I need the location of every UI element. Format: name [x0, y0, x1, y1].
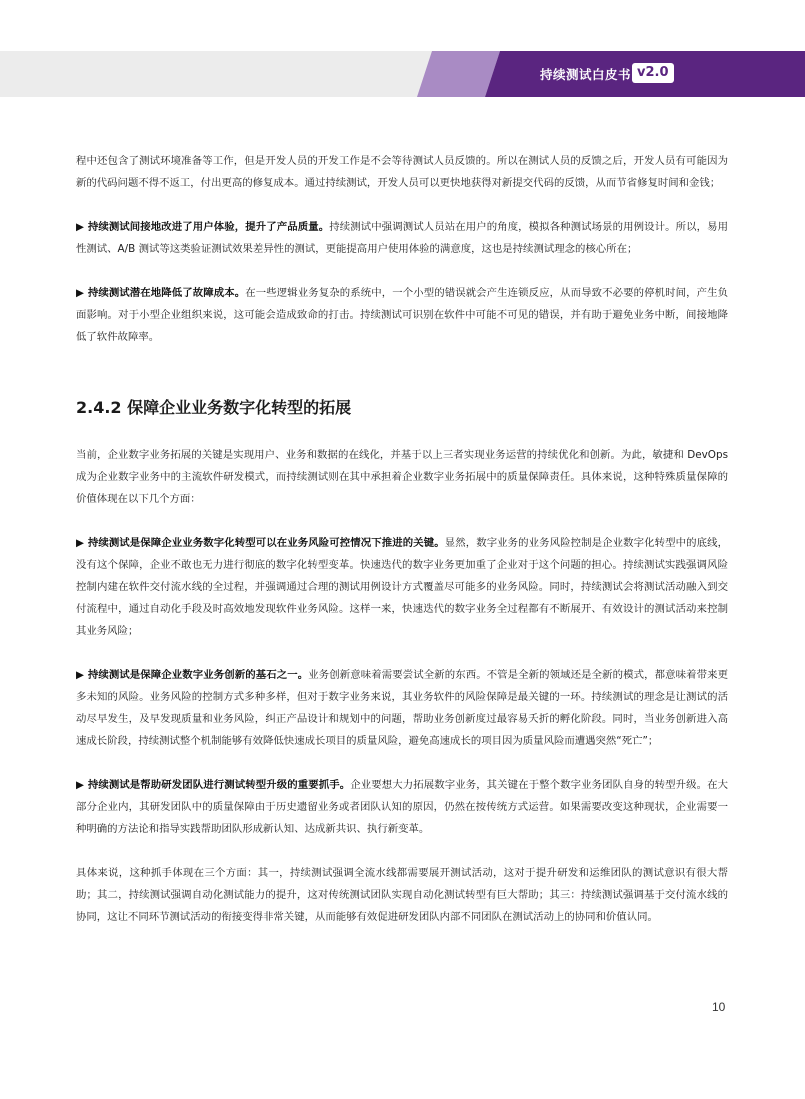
page-header — [0, 51, 805, 97]
paragraph-lead: ▶ 持续测试是保障企业数字业务创新的基石之一。 — [76, 669, 309, 681]
page-number: 10 — [712, 1000, 726, 1014]
paragraph-top-1 — [76, 216, 728, 260]
document-title: 持续测试白皮书 — [540, 67, 632, 82]
paragraph-body: 具体来说，这种抓手体现在三个方面：其一，持续测试强调全流水线都需要展开测试活动，这对于提升研发和运维团队的测试意识有很大帮助；其二，持续测试强调自动化测试能力的提升，这对传统测试团队实现自动化测试转型有巨大帮助；其三：持续测试强调基于交付流水线的协同，这让不同环节测试活动的衔接变得非常关键，从而能够有效促进研发团队内部不同团队在测试活动上的协同和价值认同。 — [76, 867, 728, 923]
section-paragraph-1 — [76, 532, 728, 642]
paragraph-top-0 — [76, 150, 728, 194]
paragraph-lead: ▶ 持续测试是帮助研发团队进行测试转型升级的重要抓手。 — [76, 779, 351, 791]
paragraph-lead: ▶ 持续测试间接地改进了用户体验，提升了产品质量。 — [76, 221, 330, 233]
paragraph-lead: ▶ 持续测试潜在地降低了故障成本。 — [76, 287, 246, 299]
paragraph-body: 当前，企业数字业务拓展的关键是实现用户、业务和数据的在线化，并基于以上三者实现业务运营的持续优化和创新。为此，敏捷和 DevOps 成为企业数字业务中的主流软件研发模式，而持续测试则在其中承担着企业数字业务拓展中的质量保障责任。具体来说，这种特殊质量保障的价值体现在以下几个方面： — [76, 449, 728, 505]
paragraph-body: 在一些逻辑业务复杂的系统中，一个小型的错误就会产生连锁反应，从而导致不必要的停机时间，产生负面影响。对于小型企业组织来说，这可能会造成致命的打击。持续测试可识别在软件中可能不可见的错误，并有助于避免业务中断，间接地降低了软件故障率。 — [76, 287, 728, 343]
version-badge: v2.0 — [632, 63, 674, 83]
section-paragraph-2 — [76, 664, 728, 752]
section-paragraph-4 — [76, 862, 728, 928]
section-paragraph-3 — [76, 774, 728, 840]
main-content — [76, 150, 728, 928]
paragraph-body: 程中还包含了测试环境准备等工作，但是开发人员的开发工作是不会等待测试人员反馈的。所以在测试人员的反馈之后，开发人员有可能因为新的代码问题不得不返工，付出更高的修复成本。通过持续测试，开发人员可以更快地获得对新提交代码的反馈，从而节省修复时间和金钱； — [76, 155, 728, 189]
header-banner-shape — [0, 51, 805, 97]
paragraph-body: 显然，数字业务的业务风险控制是企业数字化转型中的底线，没有这个保障，企业不敢也无力进行彻底的数字化转型变革。快速迭代的数字业务更加重了企业对于这个问题的担心。持续测试实践强调风险控制内建在软件交付流水线的全过程，并强调通过合理的测试用例设计方式覆盖尽可能多的业务风险。同时，持续测试会将测试活动融入到交付流程中，通过自动化手段及时高效地发现软件业务风险。这样一来，快速迭代的数字业务全过程都有不断展开、有效设计的测试活动来控制其业务风险； — [76, 537, 728, 637]
section-paragraph-0 — [76, 444, 728, 510]
paragraph-lead: ▶ 持续测试是保障企业业务数字化转型可以在业务风险可控情况下推进的关键。 — [76, 537, 445, 549]
paragraph-top-2 — [76, 282, 728, 348]
section-heading: 2.4.2 保障企业业务数字化转型的拓展 — [76, 398, 352, 417]
paragraph-body: 企业要想大力拓展数字业务，其关键在于整个数字业务团队自身的转型升级。在大部分企业内，其研发团队中的质量保障由于历史遗留业务或者团队认知的原因，仍然在按传统方式运营。如果需要改变这种现状，企业需要一种明确的方法论和指导实践帮助团队形成新认知、达成新共识、执行新变革。 — [76, 779, 728, 835]
paragraph-body: 业务创新意味着需要尝试全新的东西。不管是全新的领域还是全新的模式，都意味着带来更多未知的风险。业务风险的控制方式多种多样，但对于数字业务来说，其业务软件的风险保障是最关键的一环。持续测试的理念是让测试的活动尽早发生，及早发现质量和业务风险，纠正产品设计和规划中的问题，帮助业务创新度过最容易夭折的孵化阶段。同时，当业务创新进入高速成长阶段，持续测试整个机制能够有效降低快速成长项目的质量风险，避免高速成长的项目因为质量风险而遭遇突然“死亡”； — [76, 669, 728, 747]
paragraph-body: 持续测试中强调测试人员站在用户的角度，模拟各种测试场景的用例设计。所以，易用性测试、A/B 测试等这类验证测试效果差异性的测试，更能提高用户使用体验的满意度，这也是持续测试理念的核心所在； — [76, 221, 729, 255]
